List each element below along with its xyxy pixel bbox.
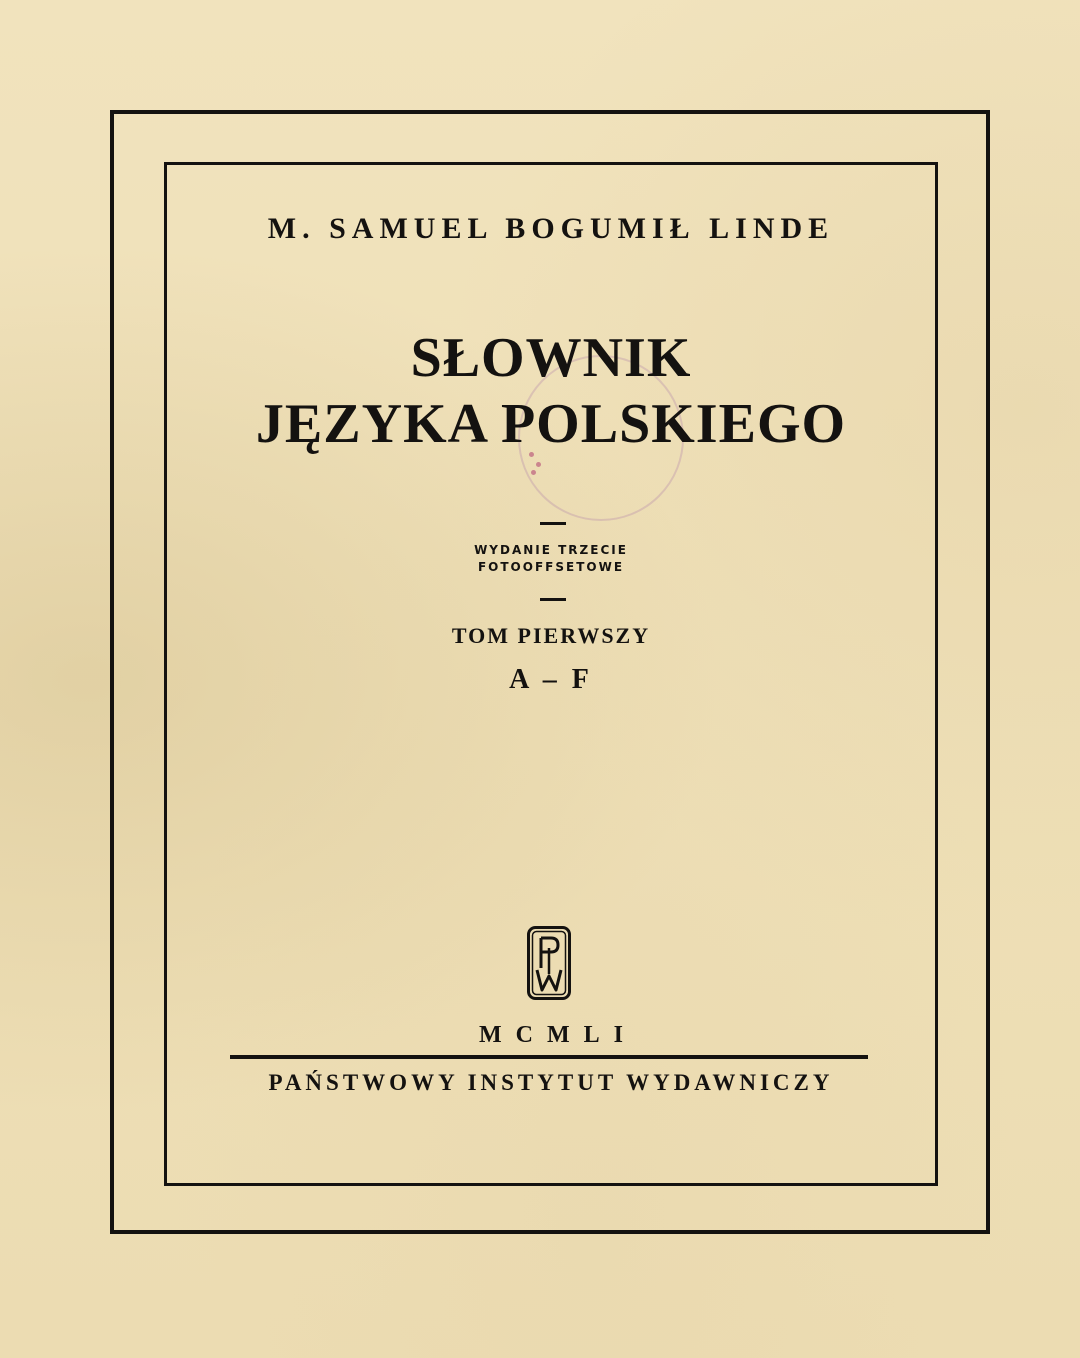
publisher-name: PAŃSTWOWY INSTYTUT WYDAWNICZY <box>268 1070 834 1095</box>
volume-range: A – F <box>509 664 593 695</box>
stamp-mark <box>531 470 536 475</box>
horizontal-rule <box>230 1055 868 1059</box>
volume-label: TOM PIERWSZY <box>451 623 651 648</box>
piw-logo-icon <box>527 926 571 1000</box>
publication-year: MCMLI <box>479 1022 637 1048</box>
edition-line-2: FOTOOFFSETOWE <box>477 560 625 574</box>
book-title-line-1: SŁOWNIK <box>410 327 692 389</box>
book-title-line-2: JĘZYKA POLSKIEGO <box>255 393 847 455</box>
stamp-mark <box>536 462 541 467</box>
edition-line-1: WYDANIE TRZECIE <box>474 543 628 557</box>
separator-dash <box>540 522 566 525</box>
author-name: M. SAMUEL BOGUMIŁ LINDE <box>267 212 835 245</box>
separator-dash <box>540 598 566 601</box>
